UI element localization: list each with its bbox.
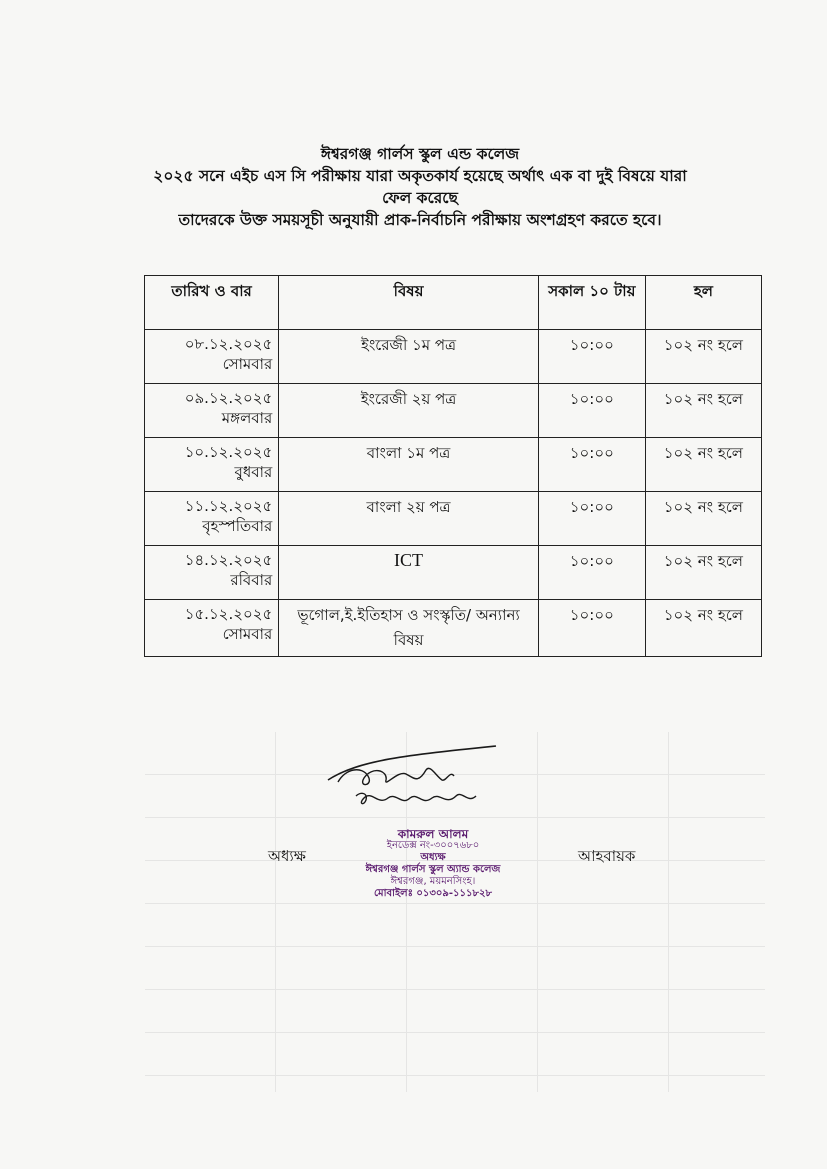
- hall: ১০২ নং হলে: [645, 384, 761, 438]
- weekday: বুধবার: [234, 463, 273, 481]
- weekday: রবিবার: [230, 571, 273, 589]
- date-cell: [145, 330, 279, 384]
- weekday: বৃহস্পতিবার: [202, 517, 273, 535]
- hall: ১০২ নং হলে: [645, 330, 761, 384]
- subject: ইংরেজী ২য় পত্র: [279, 384, 539, 438]
- date: ১৪.১২.২০২৫: [184, 551, 273, 569]
- header-hall: হল: [645, 276, 761, 330]
- weekday: সোমবার: [222, 625, 273, 643]
- hall: ১০২ নং হলে: [645, 600, 761, 657]
- table-row: [145, 330, 762, 384]
- institution-name: ঈশ্বরগঞ্জ গার্লস স্কুল এন্ড কলেজ: [320, 145, 520, 163]
- stamp-title: অধ্যক্ষ: [420, 852, 446, 863]
- hall: ১০২ নং হলে: [645, 546, 761, 600]
- subject: বাংলা ১ম পত্র: [279, 438, 539, 492]
- date-cell: [145, 600, 279, 657]
- table-header-row: [145, 276, 762, 330]
- stamp-name: কামরুল আলম: [397, 827, 469, 841]
- date: ১০.১২.২০২৫: [184, 443, 273, 461]
- date: ১৫.১২.২০২৫: [184, 605, 273, 623]
- date-cell: [145, 546, 279, 600]
- stamp-address: ঈশ্বরগঞ্জ, ময়মনসিংহ।: [390, 876, 476, 887]
- header-time: সকাল ১০ টায়: [538, 276, 645, 330]
- header-date: তারিখ ও বার: [145, 276, 279, 330]
- official-stamp: [338, 828, 528, 900]
- hall: ১০২ নং হলে: [645, 492, 761, 546]
- stamp-index: ইনডেক্স নং-৩০০৭৬৮০: [386, 840, 480, 851]
- notice-line-2: ২০২৫ সনে এইচ এস সি পরীক্ষায় যারা অকৃতকার্য হয়েছে অর্থাৎ এক বা দুই বিষয়ে যারা: [153, 167, 687, 185]
- date: ০৯.১২.২০২৫: [184, 389, 273, 407]
- stamp-phone: মোবাইলঃ ০১৩০৯-১১১৮২৮: [373, 888, 493, 899]
- exam-time: ১০:০০: [538, 438, 645, 492]
- convener-label: আহবায়ক: [578, 847, 636, 865]
- exam-time: ১০:০০: [538, 546, 645, 600]
- notice-header: [120, 143, 720, 231]
- date-cell: [145, 384, 279, 438]
- subject: ভূগোল,ই.ইতিহাস ও সংস্কৃতি/ অন্যান্য বিষয়: [279, 600, 539, 657]
- exam-time: ১০:০০: [538, 330, 645, 384]
- subject: বাংলা ২য় পত্র: [279, 492, 539, 546]
- date-cell: [145, 492, 279, 546]
- subject: ইংরেজী ১ম পত্র: [279, 330, 539, 384]
- header-subject: বিষয়: [279, 276, 539, 330]
- notice-line-3: ফেল করেছে: [382, 189, 458, 207]
- subject: ICT: [279, 546, 539, 600]
- date: ১১.১২.২০২৫: [184, 497, 273, 515]
- exam-time: ১০:০০: [538, 384, 645, 438]
- notice-line-4: তাদেরকে উক্ত সময়সূচী অনুযায়ী প্রাক-নির্বাচনি পরীক্ষায় অংশগ্রহণ করতে হবে।: [178, 211, 662, 229]
- weekday: সোমবার: [222, 355, 273, 373]
- stamp-institution: ঈশ্বরগঞ্জ গার্লস স্কুল অ্যান্ড কলেজ: [365, 864, 501, 875]
- date-cell: [145, 438, 279, 492]
- hall: ১০২ নং হলে: [645, 438, 761, 492]
- principal-signature-block: [318, 740, 518, 910]
- table-row: [145, 438, 762, 492]
- exam-time: ১০:০০: [538, 492, 645, 546]
- table-row: [145, 492, 762, 546]
- exam-time: ১০:০০: [538, 600, 645, 657]
- date: ০৮.১২.২০২৫: [184, 335, 273, 353]
- table-row: [145, 384, 762, 438]
- weekday: মঙ্গলবার: [221, 409, 273, 427]
- handwritten-signature: [318, 740, 518, 835]
- table-row: [145, 600, 762, 657]
- principal-label: অধ্যক্ষ: [268, 847, 306, 865]
- exam-schedule-table: [144, 275, 762, 657]
- table-row: [145, 546, 762, 600]
